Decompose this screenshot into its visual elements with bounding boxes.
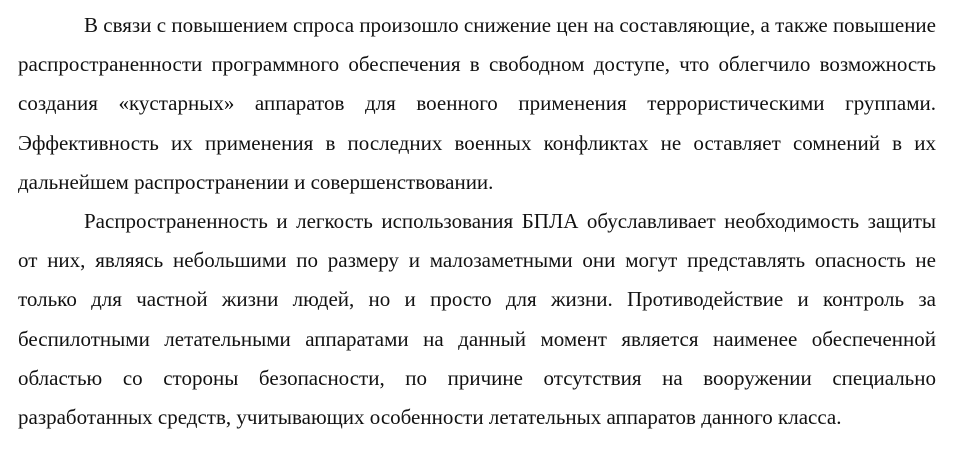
paragraph-2: Распространенность и легкость использования БПЛА обуславливает необходимость защиты от них, являясь небольшими по размеру и малозаметными они могут представлять опасность не только для частной жизни людей, но и просто для жизни. Противодействие и контроль за беспилотными летательными аппаратами на данный момент является наименее обеспеченной областью со стороны безопасности, по причине отсутствия на вооружении специально разработанных средств, учитывающих особенности летательных аппаратов данного класса. — [18, 209, 936, 430]
document-page — [18, 6, 936, 437]
paragraph-1: В связи с повышением спроса произошло снижение цен на составляющие, а также повышение распространенности программного обеспечения в свободном доступе, что облегчило возможность создания «кустарных» аппаратов для военного применения террористическими группами. Эффективность их применения в последних военных конфликтах не оставляет сомнений в их дальнейшем распространении и совершенствовании. — [18, 13, 936, 194]
